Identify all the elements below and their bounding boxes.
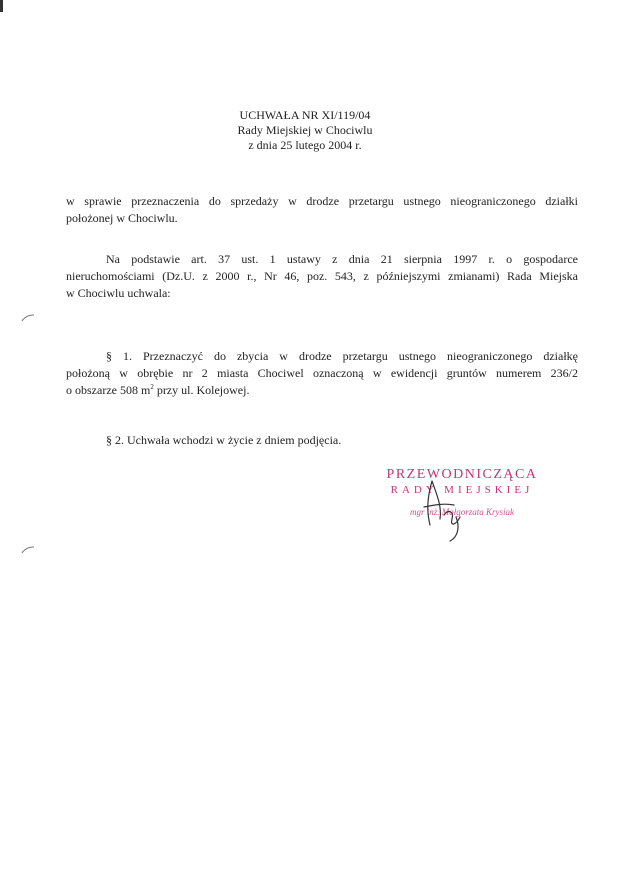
area-unit-exponent: 2 xyxy=(150,383,154,391)
subject-paragraph xyxy=(66,193,578,227)
margin-punch-mark xyxy=(20,313,36,323)
stamp-subtitle: RADY MIEJSKIEJ xyxy=(390,484,534,496)
legal-basis-line-3: w Chociwlu uchwala: xyxy=(66,286,171,300)
legal-basis-line-1: Na podstawie art. 37 ust. 1 ustawy z dnia 21 sierpnia 1997 r. o gospodarce xyxy=(106,252,578,266)
section-1-line-2: położoną w obrębie nr 2 miasta Chociwel oznaczoną w ewidencji gruntów numerem 236/2 xyxy=(66,366,578,380)
resolution-header xyxy=(180,108,430,153)
section-2-paragraph xyxy=(66,432,578,449)
council-name: Rady Miejskiej w Chociwlu xyxy=(237,123,373,137)
margin-punch-mark xyxy=(20,545,36,555)
section-1-line-1: § 1. Przeznaczyć do zbycia w drodze przetargu ustnego nieograniczonego działkę xyxy=(106,349,578,363)
section-1-line-3 xyxy=(66,382,578,399)
stamp-name: mgr inż. Małgorzata Krysiak xyxy=(409,507,514,517)
section-2-line: § 2. Uchwała wchodzi w życie z dniem podjęcia. xyxy=(106,433,342,447)
subject-line-1: w sprawie przeznaczenia do sprzedaży w drodze przetargu ustnego nieograniczonego działki xyxy=(66,194,578,208)
resolution-number: UCHWAŁA NR XI/119/04 xyxy=(239,108,371,122)
section-1-paragraph xyxy=(66,348,578,399)
legal-basis-paragraph xyxy=(66,251,578,302)
resolution-date: z dnia 25 lutego 2004 r. xyxy=(248,138,362,152)
stamp-title: PRZEWODNICZĄCA xyxy=(386,467,538,482)
legal-basis-line-2: nieruchomościami (Dz.U. z 2000 r., Nr 46, poz. 543, z późniejszymi zmianami) Rada Miejska xyxy=(66,269,578,283)
street-text: przy ul. Kolejowej. xyxy=(153,383,250,397)
subject-line-2: położonej w Chociwlu. xyxy=(66,211,178,225)
handwritten-signature xyxy=(410,475,480,545)
area-text: o obszarze 508 m xyxy=(66,383,151,397)
scan-edge-mark xyxy=(0,0,3,12)
